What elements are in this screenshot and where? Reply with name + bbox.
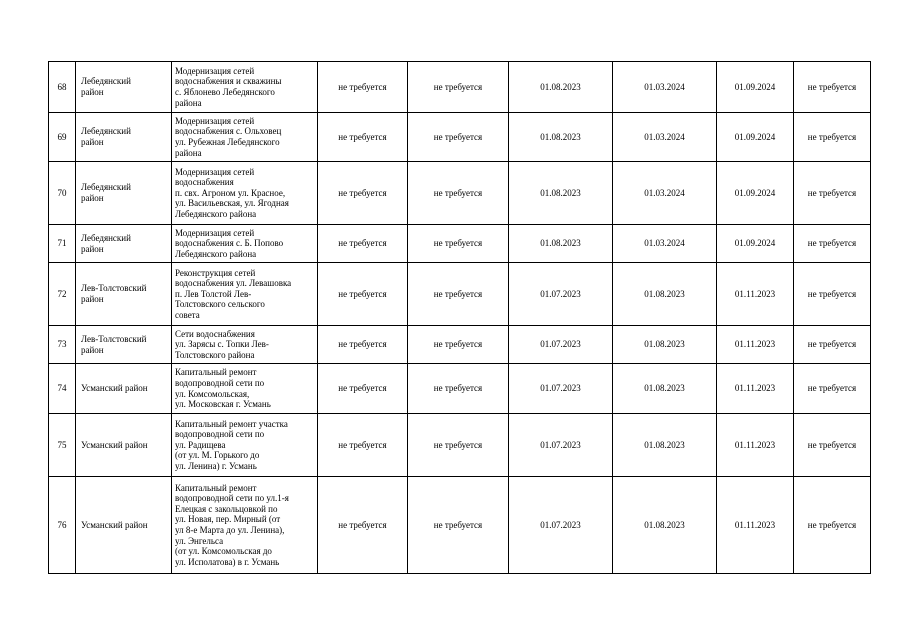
district-line: район: [81, 87, 104, 97]
approval-cell: не требуется: [318, 477, 408, 574]
table-row: [49, 477, 871, 574]
table-body: [49, 62, 871, 574]
object-name-line: п. свх. Агроном ул. Красное,: [175, 187, 286, 198]
object-name-line: Толстовского района: [175, 349, 255, 360]
end-date-cell: 01.03.2024: [613, 113, 717, 162]
commission-date-cell: 01.11.2023: [717, 414, 794, 477]
object-name-line: ул. Энгельса: [175, 535, 224, 546]
object-name-line: Капитальный ремонт: [175, 367, 257, 378]
permit-cell: не требуется: [794, 113, 871, 162]
expertise-cell: не требуется: [408, 414, 509, 477]
object-name-line: Модернизация сетей: [175, 65, 255, 76]
object-name-line: района: [175, 147, 202, 158]
district-cell: [76, 326, 172, 364]
approval-cell: не требуется: [318, 414, 408, 477]
end-date-cell: 01.08.2023: [613, 414, 717, 477]
start-date-cell: 01.08.2023: [509, 113, 613, 162]
expertise-cell: не требуется: [408, 113, 509, 162]
expertise-cell: не требуется: [408, 326, 509, 364]
row-number: 71: [49, 225, 76, 263]
row-number: 74: [49, 364, 76, 414]
district-line: район: [81, 344, 104, 355]
commission-date-cell: 01.11.2023: [717, 326, 794, 364]
object-name-line: Лебедянского района: [175, 248, 257, 259]
object-name-line: водоснабжения и скважины: [175, 76, 282, 87]
object-name-line: ул. Новая, пер. Мирный (от: [175, 514, 281, 525]
expertise-cell: не требуется: [408, 477, 509, 574]
commission-date-cell: 01.11.2023: [717, 263, 794, 326]
end-date-cell: 01.08.2023: [613, 263, 717, 326]
district-line: Лебедянский: [81, 182, 131, 193]
district-cell: [76, 162, 172, 225]
table-row: [49, 326, 871, 364]
commission-date-cell: 01.11.2023: [717, 477, 794, 574]
object-name-cell: [172, 326, 318, 364]
object-name-line: водоснабжения с. Б. Попово: [175, 238, 284, 249]
object-name-cell: [172, 364, 318, 414]
commission-date-cell: 01.11.2023: [717, 364, 794, 414]
permit-cell: не требуется: [794, 326, 871, 364]
district-line: Лебедянский: [81, 232, 131, 243]
object-name-line: Елецкая с закольцовкой по: [175, 503, 278, 514]
object-name-line: (от ул. Комсомольская до: [175, 546, 272, 557]
expertise-cell: не требуется: [408, 162, 509, 225]
district-cell: [76, 225, 172, 263]
district-line: Лебедянский: [81, 126, 131, 137]
permit-cell: не требуется: [794, 263, 871, 326]
object-name-line: водопроводной сети по: [175, 377, 265, 388]
district-line: Лев-Толстовский: [81, 283, 147, 294]
object-name-line: ул. Комсомольская,: [175, 388, 250, 399]
district-line: Усманский район: [81, 439, 148, 450]
district-line: Лебедянский: [81, 76, 131, 87]
permit-cell: не требуется: [794, 364, 871, 414]
district-cell: [76, 62, 172, 113]
table-row: [49, 113, 871, 162]
start-date-cell: 01.08.2023: [509, 225, 613, 263]
commission-date-cell: 01.09.2024: [717, 62, 794, 113]
end-date-cell: 01.03.2024: [613, 62, 717, 113]
table-row: [49, 162, 871, 225]
start-date-cell: 01.07.2023: [509, 326, 613, 364]
table-row: [49, 364, 871, 414]
object-name-line: Модернизация сетей: [175, 115, 255, 126]
end-date-cell: 01.08.2023: [613, 364, 717, 414]
object-name-line: Модернизация сетей: [175, 227, 255, 238]
expertise-cell: не требуется: [408, 62, 509, 113]
district-cell: [76, 113, 172, 162]
object-name-line: (от ул. М. Горького до: [175, 450, 260, 461]
object-name-line: водоснабжения с. Ольховец: [175, 126, 282, 137]
start-date-cell: 01.07.2023: [509, 364, 613, 414]
district-cell: [76, 364, 172, 414]
table-row: [49, 263, 871, 326]
commission-date-cell: 01.09.2024: [717, 113, 794, 162]
object-name-line: Реконструкция сетей: [175, 267, 256, 278]
permit-cell: не требуется: [794, 62, 871, 113]
row-number: 76: [49, 477, 76, 574]
permit-cell: не требуется: [794, 477, 871, 574]
object-name-cell: [172, 477, 318, 574]
object-name-line: ул 8-е Марта до ул. Ленина),: [175, 525, 285, 535]
expertise-cell: не требуется: [408, 225, 509, 263]
object-name-line: ул. Ленина) г. Усмань: [175, 460, 257, 471]
row-number: 69: [49, 113, 76, 162]
district-line: район: [81, 137, 104, 147]
object-name-line: Толстовского сельского: [175, 299, 265, 310]
district-line: Лев-Толстовский: [81, 333, 147, 344]
approval-cell: не требуется: [318, 162, 408, 225]
object-name-line: водопроводной сети по: [175, 429, 265, 440]
object-name-line: Сети водоснабжения: [175, 328, 255, 339]
object-name-line: с. Яблонево Лебедянского: [175, 87, 275, 97]
permit-cell: не требуется: [794, 225, 871, 263]
expertise-cell: не требуется: [408, 364, 509, 414]
permit-cell: не требуется: [794, 162, 871, 225]
object-name-cell: [172, 113, 318, 162]
object-name-line: ул. Радищева: [175, 439, 226, 450]
end-date-cell: 01.03.2024: [613, 225, 717, 263]
table-row: [49, 62, 871, 113]
table-row: [49, 414, 871, 477]
start-date-cell: 01.07.2023: [509, 477, 613, 574]
object-name-cell: [172, 414, 318, 477]
works-table: [48, 61, 871, 574]
row-number: 70: [49, 162, 76, 225]
start-date-cell: 01.08.2023: [509, 162, 613, 225]
object-name-line: совета: [175, 309, 200, 320]
approval-cell: не требуется: [318, 263, 408, 326]
object-name-line: водоснабжения ул. Левашовка: [175, 278, 292, 289]
object-name-line: ул. Васильевская, ул. Ягодная: [175, 198, 289, 209]
object-name-line: Капитальный ремонт: [175, 482, 257, 493]
object-name-line: Лебедянского района: [175, 208, 257, 219]
object-name-line: водоснабжения: [175, 177, 234, 188]
object-name-line: ул. Московская г. Усмань: [175, 399, 271, 410]
end-date-cell: 01.08.2023: [613, 326, 717, 364]
start-date-cell: 01.07.2023: [509, 414, 613, 477]
object-name-cell: [172, 62, 318, 113]
object-name-cell: [172, 162, 318, 225]
district-line: район: [81, 193, 104, 203]
object-name-cell: [172, 263, 318, 326]
permit-cell: не требуется: [794, 414, 871, 477]
row-number: 73: [49, 326, 76, 364]
row-number: 75: [49, 414, 76, 477]
row-number: 68: [49, 62, 76, 113]
district-line: район: [81, 294, 104, 304]
end-date-cell: 01.08.2023: [613, 477, 717, 574]
table-row: [49, 225, 871, 263]
commission-date-cell: 01.09.2024: [717, 225, 794, 263]
expertise-cell: не требуется: [408, 263, 509, 326]
start-date-cell: 01.08.2023: [509, 62, 613, 113]
object-name-line: Модернизация сетей: [175, 166, 255, 177]
object-name-line: п. Лев Толстой Лев-: [175, 288, 252, 299]
commission-date-cell: 01.09.2024: [717, 162, 794, 225]
end-date-cell: 01.03.2024: [613, 162, 717, 225]
object-name-line: района: [175, 97, 202, 108]
object-name-line: ул. Рубежная Лебедянского: [175, 137, 280, 147]
district-line: Усманский район: [81, 519, 148, 530]
object-name-cell: [172, 225, 318, 263]
object-name-line: водопроводной сети по ул.1-я: [175, 493, 289, 504]
approval-cell: не требуется: [318, 225, 408, 263]
district-cell: [76, 477, 172, 574]
district-cell: [76, 414, 172, 477]
approval-cell: не требуется: [318, 326, 408, 364]
approval-cell: не требуется: [318, 113, 408, 162]
object-name-line: ул. Зарясы с. Топки Лев-: [175, 339, 269, 350]
district-cell: [76, 263, 172, 326]
approval-cell: не требуется: [318, 364, 408, 414]
approval-cell: не требуется: [318, 62, 408, 113]
row-number: 72: [49, 263, 76, 326]
start-date-cell: 01.07.2023: [509, 263, 613, 326]
object-name-line: ул. Исполатова) в г. Усмань: [175, 556, 280, 567]
district-line: Усманский район: [81, 383, 148, 394]
district-line: район: [81, 243, 104, 254]
object-name-line: Капитальный ремонт участка: [175, 418, 288, 429]
